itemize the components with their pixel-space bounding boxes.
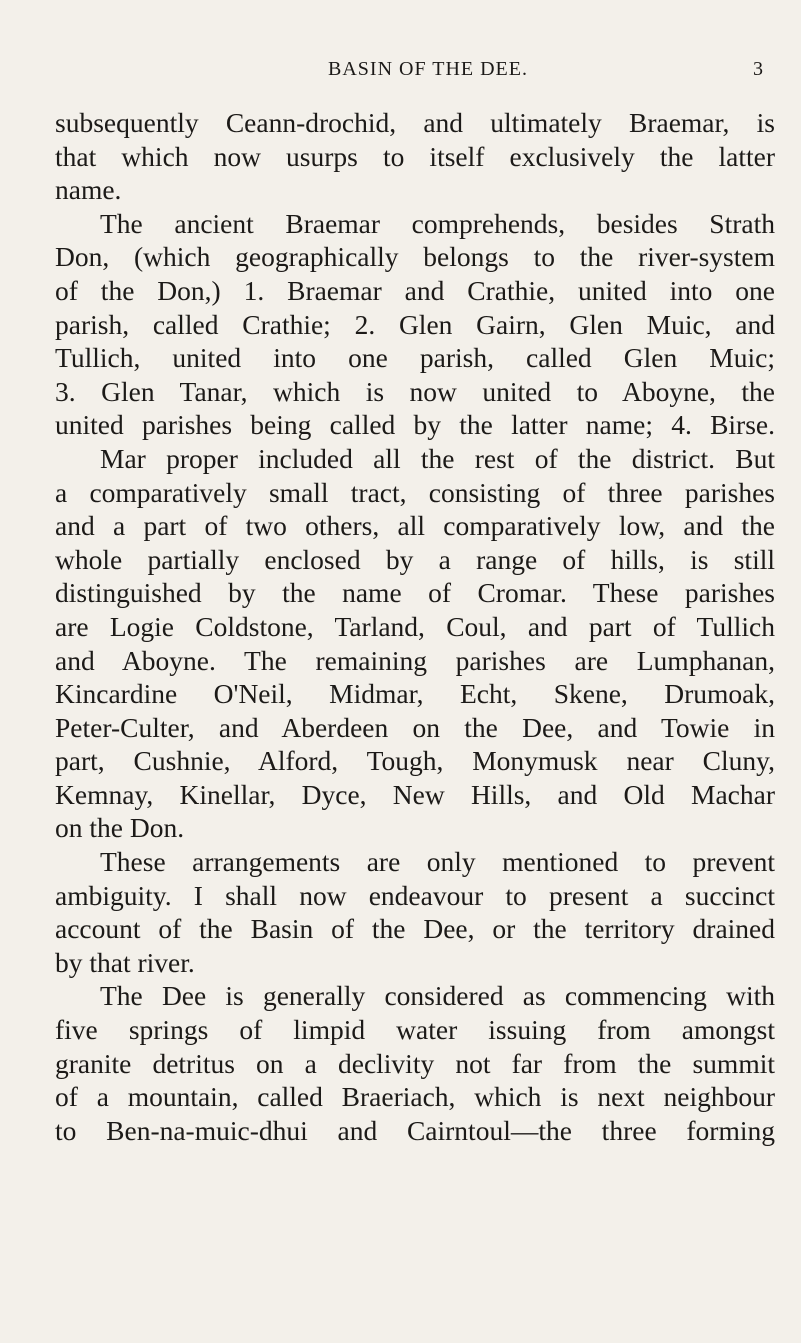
text-line: distinguished by the name of Cromar. These parishes xyxy=(55,577,775,609)
text-line: a comparatively small tract, consisting of three parishes xyxy=(55,476,775,508)
text-line: Kincardine O'Neil, Midmar, Echt, Skene, Drumoak, xyxy=(55,678,775,710)
running-title: BASIN OF THE DEE. xyxy=(328,58,528,80)
text-line: ambiguity. I shall now endeavour to present a succinct xyxy=(55,879,775,911)
text-line: These arrangements are only mentioned to prevent xyxy=(100,846,775,878)
text-line: of a mountain, called Braeriach, which is next neighbour xyxy=(55,1081,775,1113)
text-line: that which now usurps to itself exclusively the latter xyxy=(55,140,775,172)
text-line: by that river. xyxy=(55,946,195,978)
text-line: Kemnay, Kinellar, Dyce, New Hills, and Old Machar xyxy=(55,778,775,810)
text-line: Peter-Culter, and Aberdeen on the Dee, and Towie in xyxy=(55,711,775,743)
text-line: The Dee is generally considered as commencing with xyxy=(100,980,775,1012)
text-line: granite detritus on a declivity not far from the summit xyxy=(55,1047,775,1079)
text-line: and Aboyne. The remaining parishes are Lumphanan, xyxy=(55,644,775,676)
page-header xyxy=(93,58,763,82)
text-line: five springs of limpid water issuing from amongst xyxy=(55,1014,775,1046)
text-line: parish, called Crathie; 2. Glen Gairn, Glen Muic, and xyxy=(55,308,775,340)
text-line: whole partially enclosed by a range of hills, is still xyxy=(55,543,775,575)
text-line: Don, (which geographically belongs to the river-system xyxy=(55,241,775,273)
text-line: of the Don,) 1. Braemar and Crathie, united into one xyxy=(55,274,775,306)
text-line: The ancient Braemar comprehends, besides Strath xyxy=(100,207,775,239)
text-line: on the Don. xyxy=(55,812,185,844)
page-number: 3 xyxy=(753,58,763,80)
text-line: Tullich, united into one parish, called Glen Muic; xyxy=(55,342,775,374)
text-line: are Logie Coldstone, Tarland, Coul, and part of Tullich xyxy=(55,610,775,642)
body-text xyxy=(55,106,775,1147)
text-line: to Ben-na-muic-dhui and Cairntoul—the three forming xyxy=(55,1114,775,1146)
text-line: account of the Basin of the Dee, or the territory drained xyxy=(55,913,775,945)
text-line: united parishes being called by the latter name; 4. Birse. xyxy=(55,409,775,441)
text-line: part, Cushnie, Alford, Tough, Monymusk near Cluny, xyxy=(55,745,775,777)
text-line: subsequently Ceann-drochid, and ultimately Braemar, is xyxy=(55,107,775,138)
text-line: Mar proper included all the rest of the district. But xyxy=(100,442,775,474)
text-line: 3. Glen Tanar, which is now united to Aboyne, the xyxy=(55,375,775,407)
text-line: name. xyxy=(55,174,122,206)
text-line: and a part of two others, all comparatively low, and the xyxy=(55,510,775,542)
